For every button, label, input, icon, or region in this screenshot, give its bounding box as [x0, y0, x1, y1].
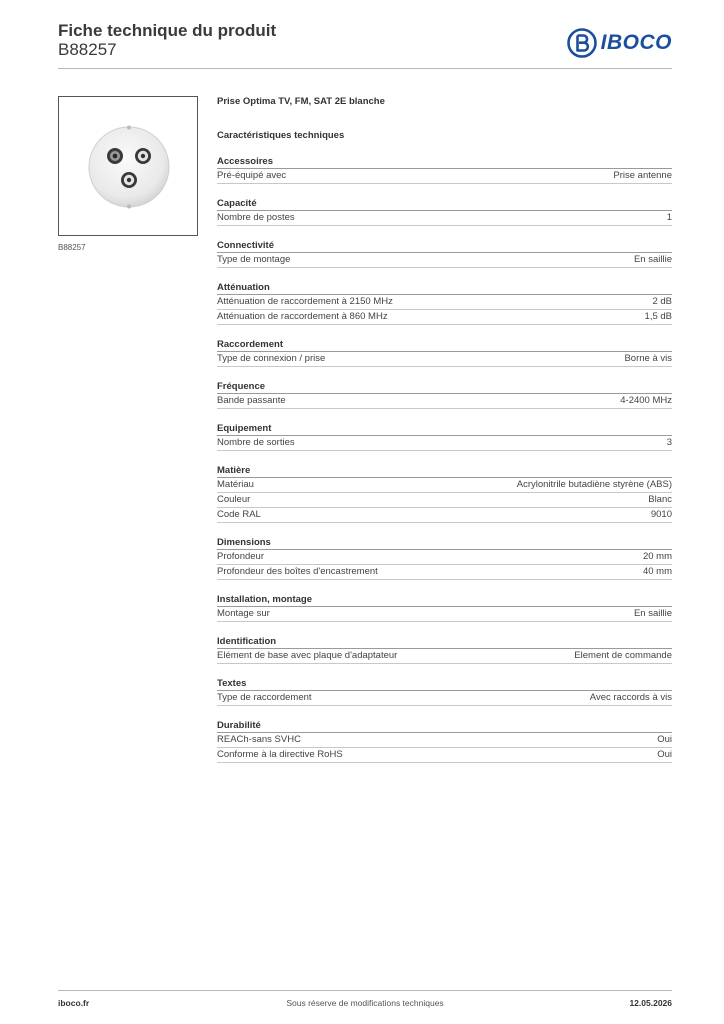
spec-label: Profondeur: [217, 551, 265, 562]
spec-section: [217, 155, 672, 184]
spec-sections: [217, 155, 672, 763]
spec-section: [217, 197, 672, 226]
spec-row: [217, 211, 672, 226]
tv-fm-sat-socket-icon: [59, 97, 197, 235]
spec-section: [217, 635, 672, 664]
spec-section-title: Durabilité: [217, 719, 672, 733]
spec-label: Nombre de sorties: [217, 437, 295, 448]
spec-row: [217, 295, 672, 310]
spec-value: Avec raccords à vis: [589, 692, 672, 703]
spec-section-title: Dimensions: [217, 536, 672, 550]
spec-row: [217, 436, 672, 451]
spec-row: [217, 550, 672, 565]
spec-value: 1: [666, 212, 672, 223]
spec-section: [217, 281, 672, 325]
spec-value: 4-2400 MHz: [620, 395, 672, 406]
document-title: Fiche technique du produit: [58, 21, 277, 40]
spec-section: [217, 338, 672, 367]
spec-section-title: Connectivité: [217, 239, 672, 253]
spec-value: 2 dB: [652, 296, 672, 307]
spec-value: En saillie: [633, 608, 672, 619]
spec-label: Bande passante: [217, 395, 286, 406]
spec-label: REACh-sans SVHC: [217, 734, 301, 745]
spec-label: Profondeur des boîtes d'encastrement: [217, 566, 378, 577]
spec-section: [217, 239, 672, 268]
spec-label: Nombre de postes: [217, 212, 295, 223]
spec-section: [217, 464, 672, 523]
spec-row: [217, 310, 672, 325]
spec-label: Type de raccordement: [217, 692, 312, 703]
spec-label: Code RAL: [217, 509, 261, 520]
spec-label: Pré-équipé avec: [217, 170, 287, 181]
spec-value: Prise antenne: [613, 170, 672, 181]
product-name: Prise Optima TV, FM, SAT 2E blanche: [217, 96, 385, 107]
spec-row: [217, 253, 672, 268]
spec-section-title: Equipement: [217, 422, 672, 436]
product-specs: [217, 96, 672, 763]
spec-value: Blanc: [648, 494, 672, 505]
footer-website[interactable]: iboco.fr: [58, 998, 90, 1008]
spec-label: Type de connexion / prise: [217, 353, 326, 364]
spec-row: [217, 508, 672, 523]
spec-row: [217, 607, 672, 622]
spec-label: Atténuation de raccordement à 860 MHz: [217, 311, 388, 322]
spec-label: Elément de base avec plaque d'adaptateur: [217, 650, 398, 661]
spec-section-title: Identification: [217, 635, 672, 649]
spec-value: 1,5 dB: [644, 311, 672, 322]
spec-label: Atténuation de raccordement à 2150 MHz: [217, 296, 393, 307]
spec-value: Acrylonitrile butadiène styrène (ABS): [516, 479, 672, 490]
spec-section-title: Textes: [217, 677, 672, 691]
footer-date: 12.05.2026: [629, 998, 672, 1008]
spec-section: [217, 380, 672, 409]
spec-value: Borne à vis: [624, 353, 672, 364]
spec-row: [217, 565, 672, 580]
page-footer: [58, 998, 672, 1010]
spec-section-title: Accessoires: [217, 155, 672, 169]
spec-row: [217, 169, 672, 184]
spec-section-title: Raccordement: [217, 338, 672, 352]
spec-label: Conforme à la directive RoHS: [217, 749, 343, 760]
spec-section: [217, 677, 672, 706]
spec-label: Montage sur: [217, 608, 270, 619]
spec-row: [217, 649, 672, 664]
specs-heading: Caractéristiques techniques: [217, 130, 345, 141]
product-image: [58, 96, 198, 236]
spec-row: [217, 394, 672, 409]
spec-row: [217, 691, 672, 706]
brand-logo-text: IBOCO: [600, 31, 672, 54]
spec-row: [217, 352, 672, 367]
spec-section: [217, 422, 672, 451]
document-reference: B88257: [58, 40, 117, 59]
spec-section: [217, 593, 672, 622]
spec-label: Matériau: [217, 479, 254, 490]
brand-logo: [567, 28, 672, 58]
spec-value: Oui: [657, 749, 672, 760]
spec-row: [217, 748, 672, 763]
page-header: [58, 20, 672, 70]
spec-section-title: Fréquence: [217, 380, 672, 394]
spec-section-title: Atténuation: [217, 281, 672, 295]
footer-notice: Sous réserve de modifications techniques: [286, 998, 444, 1008]
image-caption: B88257: [58, 243, 86, 252]
spec-section-title: Capacité: [217, 197, 672, 211]
spec-section: [217, 536, 672, 580]
spec-value: En saillie: [633, 254, 672, 265]
spec-value: 9010: [650, 509, 672, 520]
spec-label: Type de montage: [217, 254, 291, 265]
spec-value: 40 mm: [642, 566, 672, 577]
iboco-b-logo-icon: [567, 28, 597, 58]
spec-row: [217, 733, 672, 748]
spec-section: [217, 719, 672, 763]
spec-value: Element de commande: [574, 650, 672, 661]
spec-row: [217, 478, 672, 493]
header-divider: [58, 68, 672, 69]
spec-row: [217, 493, 672, 508]
spec-label: Couleur: [217, 494, 251, 505]
spec-value: 20 mm: [642, 551, 672, 562]
spec-value: Oui: [657, 734, 672, 745]
footer-divider: [58, 990, 672, 991]
spec-value: 3: [666, 437, 672, 448]
spec-section-title: Installation, montage: [217, 593, 672, 607]
spec-section-title: Matière: [217, 464, 672, 478]
